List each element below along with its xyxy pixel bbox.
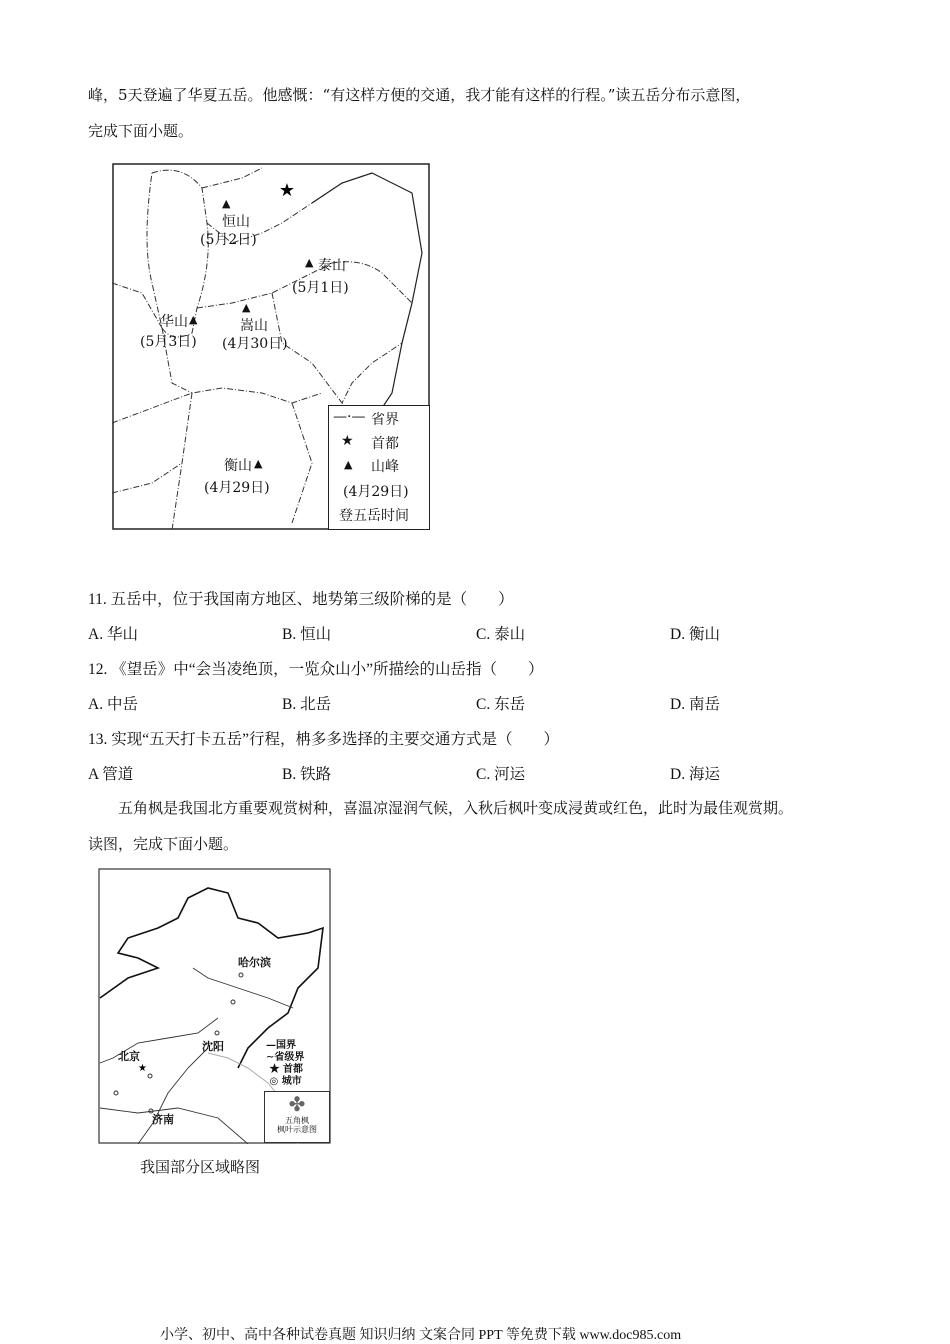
legend-national: 国界 (276, 1040, 296, 1051)
q11-option-c: C. 泰山 (476, 626, 526, 643)
q11-option-b: B. 恒山 (282, 626, 332, 643)
footer: 小学、初中、高中各种试卷真题 知识归纳 文案合同 PPT 等免费下载 www.doc985.com (160, 1328, 682, 1343)
leaf-label-1: 五角枫 (285, 1116, 309, 1125)
maple-leaf-box (264, 1091, 330, 1143)
question-11-stem: 11. 五岳中，位于我国南方地区、地势第三级阶梯的是（ ） (88, 591, 514, 608)
leaf-label-2: 枫叶示意图 (277, 1125, 317, 1134)
legend-date-desc: 登五岳时间 (339, 508, 409, 524)
legend-capital: 首都 (371, 436, 399, 452)
city-jinan: 济南 (152, 1113, 174, 1126)
peak-icon: ▲ (344, 458, 353, 471)
peak-icon: ▲ (189, 313, 198, 326)
five-mountains-map (112, 163, 430, 530)
svg-text:★: ★ (138, 1063, 147, 1074)
city-shenyang: 沈阳 (202, 1040, 224, 1053)
passage2-line-2: 读图，完成下面小题。 (88, 835, 239, 853)
q12-option-b: B. 北岳 (282, 696, 332, 713)
question-12-stem: 12. 《望岳》中“会当凌绝顶，一览众山小”所描绘的山岳指（ ） (88, 661, 544, 678)
q11-option-a: A. 华山 (88, 626, 138, 643)
northeast-region-map (98, 868, 331, 1144)
q13-option-b: B. 铁路 (282, 766, 332, 783)
peak-icon: ▲ (254, 457, 263, 470)
q12-option-c: C. 东岳 (476, 696, 526, 713)
q13-option-d: D. 海运 (670, 766, 720, 783)
q13-option-c: C. 河运 (476, 766, 526, 783)
q13-option-a: A 管道 (88, 766, 134, 783)
label-songshan: 嵩山 (240, 318, 268, 334)
legend-city: 城市 (281, 1076, 302, 1087)
date-huashan: (5月3日) (140, 334, 197, 350)
intro-line-1: 峰，5天登遍了华夏五岳。他感慨：“有这样方便的交通，我才能有这样的行程。”读五岳分布示意图， (88, 86, 751, 104)
passage2-line-1: 五角枫是我国北方重要观赏树种，喜温凉湿润气候，入秋后枫叶变成浸黄或红色，此时为最佳观赏期。 (118, 799, 794, 817)
capital-star-icon: ★ (278, 180, 296, 201)
label-taishan: 泰山 (318, 258, 346, 274)
legend-peak: 山峰 (371, 459, 399, 475)
map2-caption: 我国部分区域略图 (140, 1158, 261, 1176)
city-harbin: 哈尔滨 (238, 956, 271, 969)
label-huashan: 华山 (160, 314, 188, 330)
star-icon: ★ (341, 433, 354, 449)
intro-line-2: 完成下面小题。 (88, 122, 194, 140)
legend-provincial: 省级界 (274, 1052, 305, 1063)
map1-legend: —·— 省界 ★ 首都 ▲ 山峰 (4月29日) 登五岳时间 (328, 405, 430, 530)
label-hengshan-south: 衡山 (224, 458, 252, 474)
date-songshan: (4月30日) (222, 336, 288, 352)
label-hengshan-north: 恒山 (222, 214, 250, 230)
map2-legend: —国界 ∼省级界 ★ 首都 ◎ 城市 (266, 1040, 305, 1087)
date-taishan: (5月1日) (292, 280, 349, 296)
peak-icon: ▲ (305, 256, 314, 269)
peak-icon: ▲ (242, 301, 251, 314)
city-beijing: 北京 (118, 1050, 140, 1063)
q12-option-a: A. 中岳 (88, 696, 138, 713)
q12-option-d: D. 南岳 (670, 696, 720, 713)
peak-icon: ▲ (222, 197, 231, 210)
date-hengshan-south: (4月29日) (204, 480, 270, 496)
q11-option-d: D. 衡山 (670, 626, 720, 643)
legend-date-example: (4月29日) (343, 484, 409, 500)
legend-boundary: 省界 (371, 412, 399, 428)
maple-leaf-icon: ✤ (288, 1092, 306, 1116)
date-hengshan-north: (5月2日) (200, 232, 257, 248)
legend-capital: 首都 (282, 1064, 303, 1075)
question-13-stem: 13. 实现“五天打卡五岳”行程，柟多多选择的主要交通方式是（ ） (88, 731, 560, 748)
